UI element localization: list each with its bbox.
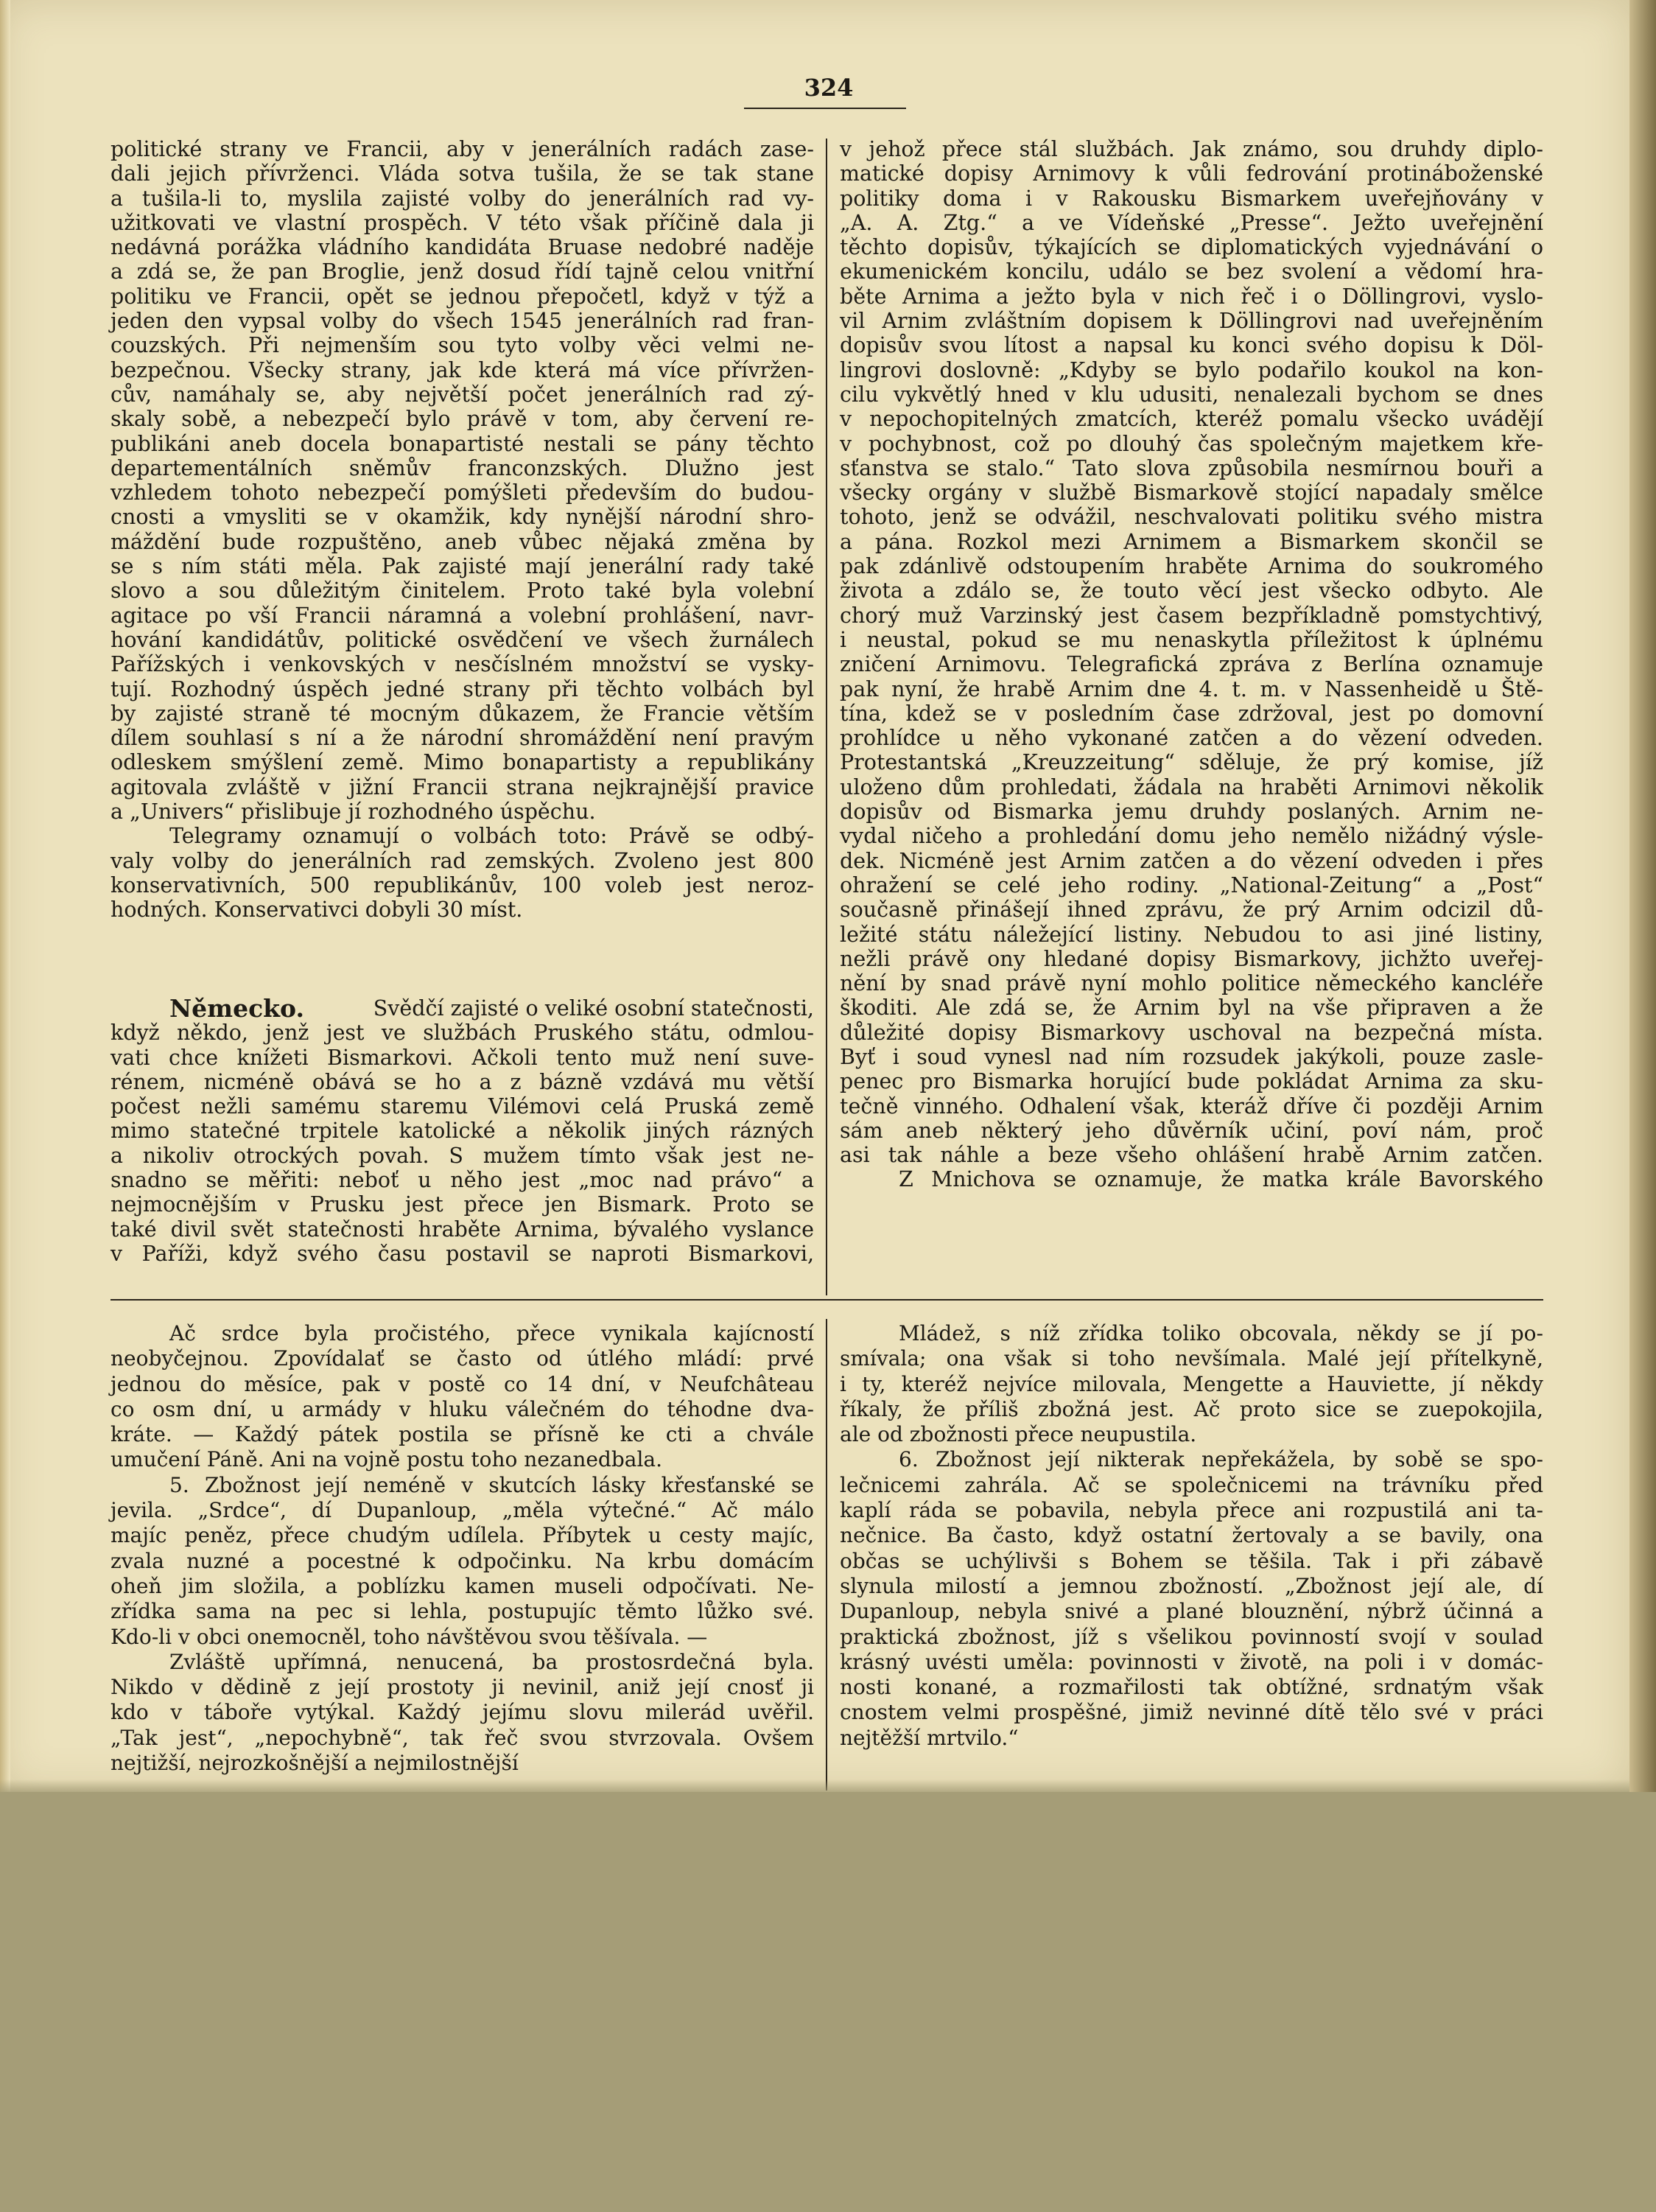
text-line: prohlídce u něho vykonané zatčen a do vězení odveden. [840,726,1543,751]
text-line: dek. Nicméně jest Arnim zatčen a do vězení odveden i přes [840,848,1543,873]
text-line: lingrovi doslovně: „Kdyby se bylo podařilo koukol na kon- [840,357,1543,382]
text-line: škoditi. Ale zdá se, že Arnim byl na vše připraven a že [840,995,1543,1021]
text-line: i ty, kteréž nejvíce milovala, Mengette a Hauviette, jí někdy [840,1371,1543,1396]
text-line: hování kandidátův, politické osvědčení ve všech žurnálech [110,627,814,652]
text-line: politické strany ve Francii, aby v jenerálních radách zase- [110,137,814,161]
text-line: běte Arnima a ježto byla v nich řeč i o Döllingrovi, vyslo- [840,284,1543,309]
page-edge [1629,0,1656,1792]
text-line: v Paříži, když svého času postavil se naproti Bismarkovi, [110,1241,814,1266]
feuilleton-column-right [840,1321,1543,1751]
text-line: vil Arnim zvláštním dopisem k Döllingrovi nad uveřejněním [840,309,1543,334]
text-line: cnostem velmi prospěšné, jimiž nevinné dítě tělo své v práci [840,1700,1543,1725]
text-line: konservativních, 500 republikánův, 100 voleb jest neroz- [110,872,814,897]
text-line: nění by snad právě nyní mohlo politice německého kancléře [840,971,1543,996]
text-line: nedávná porážka vládního kandidáta Bruase nedobré naděje [110,235,814,260]
text-line: nejtižší, nejrozkošnější a nejmilostnější [110,1751,519,1776]
text-line: skaly sobě, a nebezpečí bylo právě v tom, aby červení re- [110,407,814,432]
text-line: zřídka sama na pec si lehla, postupujíc těmto lůžko své. [110,1599,814,1624]
text-line: se s ním státi měla. Pak zajisté mají jenerální rady také [110,554,814,579]
text-line: uloženo dům prohledati, žádala na hraběti Arnimovi několik [840,774,1543,799]
text-line: sám aneb některý jeho důvěrník učiní, poví nám, proč [840,1118,1543,1143]
text-line: cnosti a vmysliti se v okamžik, kdy nynější národní shro- [110,505,814,530]
text-line: chorý muž Varzinský jest časem bezpříkladně pomstychtivý, [840,603,1543,628]
text-line: všecky orgány v službě Bismarkově stojící napadaly smělce [840,480,1543,505]
text-line: cův, namáhaly se, aby největší počet jenerálních rad zý- [110,382,814,407]
text-line: Z Mnichova se oznamuje, že matka krále Bavorského [899,1167,1543,1192]
page-bottom-fade [0,1779,1629,1796]
text-line: agitovala zvláště v jižní Francii strana nejkrajnější pravice [110,774,814,799]
text-line: odleskem smýšlení země. Mimo bonapartisty a republikány [110,750,814,775]
text-line: co osm dní, u armády v hluku válečném do téhodne dva- [110,1396,814,1421]
text-line: lečnicemi zahrála. Ač se společnicemi na trávníku před [840,1472,1543,1497]
text-line: pak nyní, že hrabě Arnim dne 4. t. m. v Nassenheidě u Ště- [840,676,1543,701]
text-line: praktická zbožnost, jíž s všelikou povinností svojí v soulad [840,1624,1543,1649]
text-line: oheň jim složila, a poblízku kamen museli odpočívati. Ne- [110,1573,814,1598]
text-line: vati chce knížeti Bismarkovi. Ačkoli tento muž není suve- [110,1045,814,1070]
text-line: politiku ve Francii, opět se jednou přepočetl, když v týž a [110,284,814,309]
text-line: Zvláště upřímná, nenucená, ba prostosrdečná byla. [169,1649,814,1674]
text-line: neobyčejnou. Zpovídalať se často od útlého mládí: prvé [110,1346,814,1371]
text-line: máždění bude rozpuštěno, aneb vůbec nějaká změna by [110,529,814,554]
text-line: bezpečnou. Všecky strany, jak kde která má více přívržen- [110,357,814,382]
text-line: nosti konané, a rozmařilosti tak obtížné, srdnatým však [840,1675,1543,1700]
text-line: departementálních sněmův franconzských. Dlužno jest [110,455,814,480]
text-line: 5. Zbožnost její neméně v skutcích lásky křesťanské se [169,1472,814,1497]
text-line: nečnice. Ba často, když ostatní žertovaly a se bavily, ona [840,1523,1543,1548]
text-line: Nikdo v dědině z její prostoty ji nevinil, aniž její cnosť ji [110,1675,814,1700]
text-line: zvala nuzné a pocestné k odpočinku. Na krbu domácím [110,1548,814,1573]
section-heading-germany: Německo. [169,994,304,1023]
text-line: současně přinášejí ihned zprávu, že prý Arnim odcizil dů- [840,897,1543,923]
text-line: smívala; ona však si toho nevšímala. Malé její přítelkyně, [840,1346,1543,1371]
text-line: asi tak náhle a beze všeho ohlášení hrabě Arnim zatčen. [840,1143,1543,1168]
text-line: dopisův od Bismarka jemu druhdy poslaných. Arnim ne- [840,799,1543,825]
text-line: tohoto, jenž se odvážil, neschvalovati politiku svého mistra [840,505,1543,530]
text-line: těchto dopisův, týkajících se diplomatických vyjednávání o [840,235,1543,260]
text-line: dali jejich přívrženci. Vláda sotva tušila, že se tak stane [110,161,814,186]
text-line: ekumenickém koncilu, událo se bez svolení a vědomí hra- [840,259,1543,284]
text-line: a pána. Rozkol mezi Arnimem a Bismarkem skončil se [840,529,1543,554]
text-line: ohražení se celé jeho rodiny. „National-Zeitung“ a „Post“ [840,872,1543,897]
text-line: života a zdálo se, že touto věcí jest všecko odbyto. Ale [840,578,1543,603]
text-line: krásný uvésti uměla: povinnosti v životě, na poli i v domác- [840,1649,1543,1674]
text-line: v nepochopitelných zmatcích, kteréž pomalu všecko uvádějí [840,407,1543,432]
text-line: dopisův svou lítost a napsal ku konci svého dopisu k Döl- [840,333,1543,358]
feuilleton-column-left [110,1321,814,1776]
text-line: matické dopisy Arnimovy k vůli fedrování protináboženské [840,161,1543,186]
text-line: tečně vinného. Odhalení však, kteráž dříve či později Arnim [840,1093,1543,1119]
text-line: rénem, nicméně obává se ho a z bázně vzdává mu větší [110,1069,814,1094]
text-line: Dupanloup, nebyla snivé a plané blouznění, nýbrž účinná a [840,1599,1543,1624]
text-line: sťanstva se stalo.“ Tato slova způsobila nesmírnou bouři a [840,455,1543,480]
text-line: „Tak jest“, „nepochybně“, tak řeč svou stvrzovala. Ovšem [110,1725,814,1750]
text-line: v jehož přece stál službách. Jak známo, sou druhdy diplo- [840,137,1543,161]
text-line: ležité státu náležející listiny. Nebudou to asi jiné listiny, [840,922,1543,947]
text-line: hodných. Konservativci dobyli 30 míst. [110,897,523,923]
text-line: pak zdánlivě odstoupením hraběte Arnima do soukromého [840,554,1543,579]
text-line: slovo a sou důležitým činitelem. Proto také byla volební [110,578,814,603]
text-line: jeden den vypsal volby do všech 1545 jenerálních rad fran- [110,309,814,334]
text-line: jednou do měsíce, pak v postě co 14 dní, v Neufchâteau [110,1371,814,1396]
text-line: nejmocnějším v Prusku jest přece jen Bismark. Proto se [110,1192,814,1217]
page-spine-shadow [0,0,10,1792]
text-line: tína, kdež se v posledním čase zdržoval, jest po domovní [840,701,1543,726]
text-line: politiky doma i v Rakousku Bismarkem uveřejňovány v [840,186,1543,211]
page-number: 324 [804,74,854,102]
text-line: tují. Rozhodný úspěch jedné strany při těchto volbách byl [110,676,814,701]
text-line: kdo v táboře vytýkal. Každý jejímu slovu milerád uvěřil. [110,1700,814,1725]
text-line: užitkovati ve vlastní prospěch. V této však příčině dala ji [110,210,814,235]
text-line: jevila. „Srdce“, dí Dupanloup, „měla výtečné.“ Ač málo [110,1498,814,1523]
text-line: agitace po vší Francii náramná a volební prohlášení, navr- [110,603,814,628]
text-line: cilu vykvětlý hned v klu udusiti, nenalezali bychom se dnes [840,382,1543,407]
column-divider-bottom [826,1319,827,1791]
text-line: v pochybnost, což po dlouhý čas společným majetkem kře- [840,431,1543,456]
text-line: publikáni aneb docela bonapartisté nestali se pány těchto [110,431,814,456]
section-separator [110,1299,1543,1301]
text-line: říkaly, že příliš zbožná jest. Ač proto sice se zuepokojila, [840,1396,1543,1421]
article-column-top-left-germany [110,996,814,1266]
text-line: a nikoliv otrockých povah. S mužem tímto však jest ne- [110,1143,814,1168]
text-line: mimo statečné trpitele katolické a několik jiných rázných [110,1119,814,1144]
text-line: by zajisté straně té mocným důkazem, že Francie větším [110,701,814,726]
text-line: kaplí ráda se pobavila, nebyla přece ani rozpustilá ani ta- [840,1498,1543,1523]
text-line: penec pro Bismarka horující bude pokládat Arnima za sku- [840,1069,1543,1094]
text-line: a „Univers“ přislibuje jí rozhodného úspěchu. [110,799,596,825]
text-line: slynula milostí a jemnou zbožností. „Zbožnost její ale, dí [840,1573,1543,1598]
text-line: Telegramy oznamují o volbách toto: Právě se odbý- [169,824,814,849]
text-line: a tušila-li to, myslila zajisté volby do jenerálních rad vy- [110,186,814,211]
text-line: couzských. Při nejmenším sou tyto volby věci velmi ne- [110,333,814,358]
text-line: zničení Arnimovu. Telegrafická zpráva z Berlína oznamuje [840,652,1543,677]
text-line: Pařížských i venkovských v nesčíslném množství se vysky- [110,652,814,677]
text-line: Mládež, s níž zřídka toliko obcovala, někdy se jí po- [899,1321,1543,1345]
text-line: dílem souhlasí s ní a že národní shromáždění není pravým [110,726,814,751]
page-number-rule [744,108,906,109]
text-line: důležité dopisy Bismarkovy uschoval na bezpečná místa. [840,1020,1543,1045]
text-line: nežli právě ony hledané dopisy Bismarkovy, jichžto uveřej- [840,946,1543,971]
text-line: občas se uchýlivši s Bohem se těšila. Tak i při zábavě [840,1548,1543,1573]
text-line: vydal ničeho a prohledání domu jeho nemělo nižádný výsle- [840,824,1543,849]
text-line: „A. A. Ztg.“ a ve Vídeňské „Presse“. Ježto uveřejnění [840,210,1543,235]
text-line: nejtěžší mrtvilo.“ [840,1725,1019,1750]
text-line: Ač srdce byla pročistého, přece vynikala kajícností [169,1321,814,1345]
text-line: Kdo-li v obci onemocněl, toho návštěvou svou těšívala. — [110,1624,708,1649]
text-line: valy volby do jenerálních rad zemských. Zvoleno jest 800 [110,848,814,873]
article-column-top-left [110,137,814,923]
text-line: snadno se měřiti: neboť u něho jest „moc nad právo“ a [110,1168,814,1193]
text-line: vzhledem tohoto nebezpečí pomýšleti především do budou- [110,480,814,505]
germany-first-line [110,996,814,1021]
text-line: ale od zbožnosti přece neupustila. [840,1422,1197,1447]
text-line: Protestantská „Kreuzzeitung“ sděluje, že prý komise, jíž [840,750,1543,775]
column-divider-top [826,139,827,1295]
text-line: Byť i soud vynesl nad ním rozsudek jakýkoli, pouze zasle- [840,1044,1543,1069]
text-line: i neustal, pokud se mu nenaskytla příležitost k úplnému [840,627,1543,652]
text-line: počest nežli samému staremu Vilémovi celá Pruská země [110,1094,814,1119]
text-line: 6. Zbožnost její nikterak nepřekážela, by sobě se spo- [899,1447,1543,1472]
text-line: a zdá se, že pan Broglie, jenž dosud řídí tajně celou vnitřní [110,259,814,284]
text-line: kráte. — Každý pátek postila se přísně ke cti a chvále [110,1422,814,1447]
text-line: když někdo, jenž jest ve službách Pruského státu, odmlou- [110,1021,814,1046]
text-line: také divil svět statečnosti hraběte Arnima, bývalého vyslance [110,1217,814,1242]
article-column-top-right [840,137,1543,1192]
text-line: umučení Páně. Ani na vojně postu toho nezanedbala. [110,1447,663,1472]
text-line: majíc peněz, přece chudým udílela. Příbytek u cesty majíc, [110,1523,814,1548]
germany-first-line-text: Svědčí zajisté o veliké osobní statečnosti, [373,996,814,1021]
